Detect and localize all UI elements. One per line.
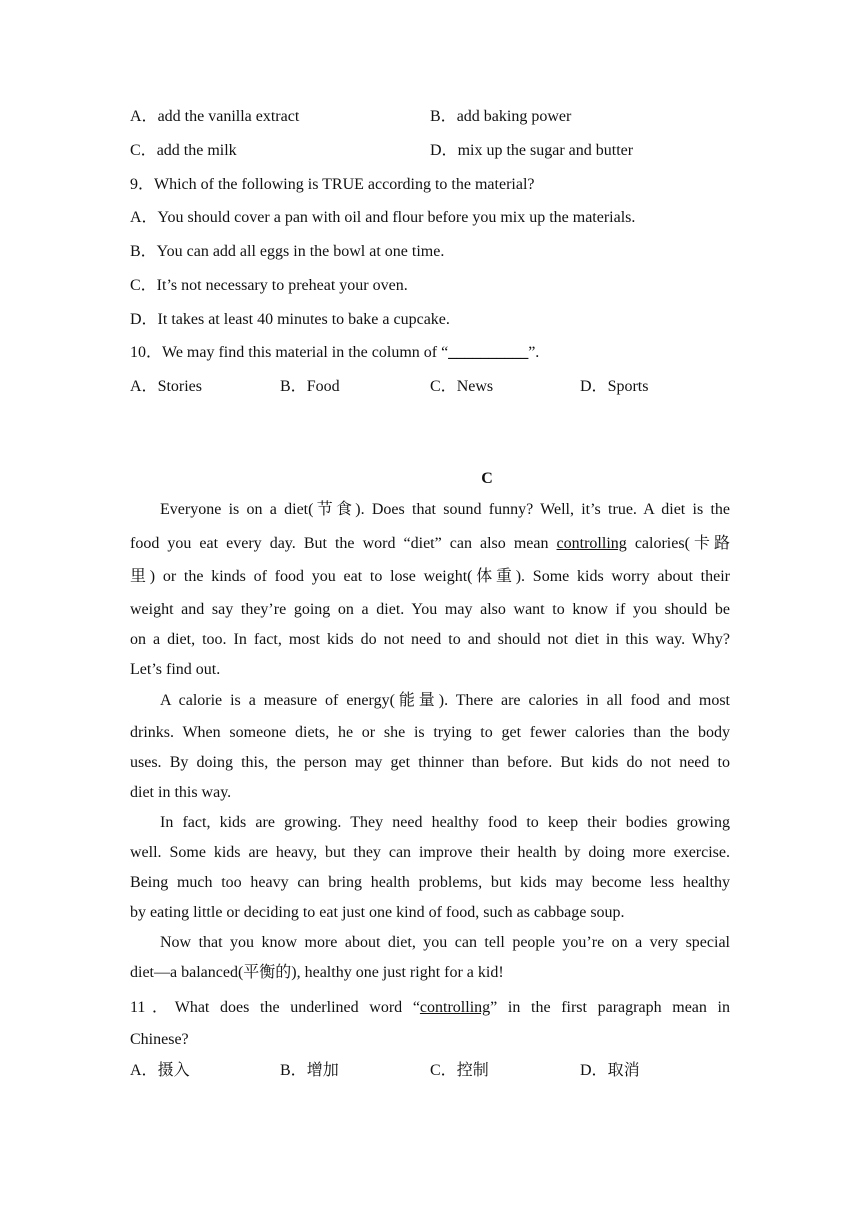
- passage-line-5: on a diet, too. In fact, most kids do not need to and should not diet in this way. Why?: [130, 631, 730, 648]
- passage-line-9: uses. By doing this, the person may get thinner than before. But kids do not need to: [130, 754, 730, 771]
- q9-option-d: D．It takes at least 40 minutes to bake a cupcake.: [130, 311, 450, 328]
- passage-line-10: diet in this way.: [130, 784, 232, 801]
- passage-line-2: food you eat every day. But the word “diet” can also mean controlling calories(卡路: [130, 535, 730, 552]
- passage-line-8: drinks. When someone diets, he or she is trying to get fewer calories than the body: [130, 724, 730, 741]
- answer-blank: __________: [448, 344, 529, 361]
- passage-line-15: Now that you know more about diet, you can tell people you’re on a very special: [160, 934, 730, 951]
- passage-heading: C: [481, 470, 493, 487]
- passage-line-16: diet—a balanced(平衡的), healthy one just right for a kid!: [130, 964, 504, 981]
- passage-line-1: Everyone is on a diet(节食). Does that sound funny? Well, it’s true. A diet is the: [160, 501, 730, 518]
- q11-stem: 11．What does the underlined word “controlling” in the first paragraph mean in: [130, 999, 730, 1016]
- passage-line-3: 里) or the kinds of food you eat to lose weight(体重). Some kids worry about their: [130, 568, 730, 585]
- passage-line-11: In fact, kids are growing. They need healthy food to keep their bodies growing: [160, 814, 730, 831]
- q11-option-c: C．控制: [430, 1062, 489, 1079]
- q10-option-a: A．Stories: [130, 378, 203, 395]
- q9-stem: 9．Which of the following is TRUE according to the material?: [130, 176, 535, 193]
- q11-option-d: D．取消: [580, 1062, 640, 1079]
- q10-option-d: D．Sports: [580, 378, 649, 395]
- passage-line-7: A calorie is a measure of energy(能量). There are calories in all food and most: [160, 692, 730, 709]
- passage-line-13: Being much too heavy can bring health problems, but kids may become less healthy: [130, 874, 730, 891]
- passage-line-14: by eating little or deciding to eat just one kind of food, such as cabbage soup.: [130, 904, 625, 921]
- q8-option-b: B．add baking power: [430, 108, 572, 125]
- q10-option-c: C．News: [430, 378, 494, 395]
- passage-line-6: Let’s find out.: [130, 661, 221, 678]
- underlined-word: controlling: [556, 535, 627, 552]
- q8-option-a: A．add the vanilla extract: [130, 108, 300, 125]
- underlined-word: controlling: [419, 999, 491, 1016]
- q11-option-b: B．增加: [280, 1062, 339, 1079]
- q11-option-a: A．摄入: [130, 1062, 190, 1079]
- q9-option-a: A．You should cover a pan with oil and flour before you mix up the materials.: [130, 209, 636, 226]
- q8-option-d: D．mix up the sugar and butter: [430, 142, 634, 159]
- passage-line-4: weight and say they’re going on a diet. You may also want to know if you should be: [130, 601, 730, 618]
- q8-option-c: C．add the milk: [130, 142, 237, 159]
- q9-option-c: C．It’s not necessary to preheat your oven.: [130, 277, 408, 294]
- passage-line-12: well. Some kids are heavy, but they can improve their health by doing more exercise.: [130, 844, 730, 861]
- q11-stem-line-2: Chinese?: [130, 1031, 189, 1048]
- q10-option-b: B．Food: [280, 378, 340, 395]
- q9-option-b: B．You can add all eggs in the bowl at one time.: [130, 243, 445, 260]
- q10-stem: 10．We may find this material in the column of “__________”.: [130, 344, 540, 361]
